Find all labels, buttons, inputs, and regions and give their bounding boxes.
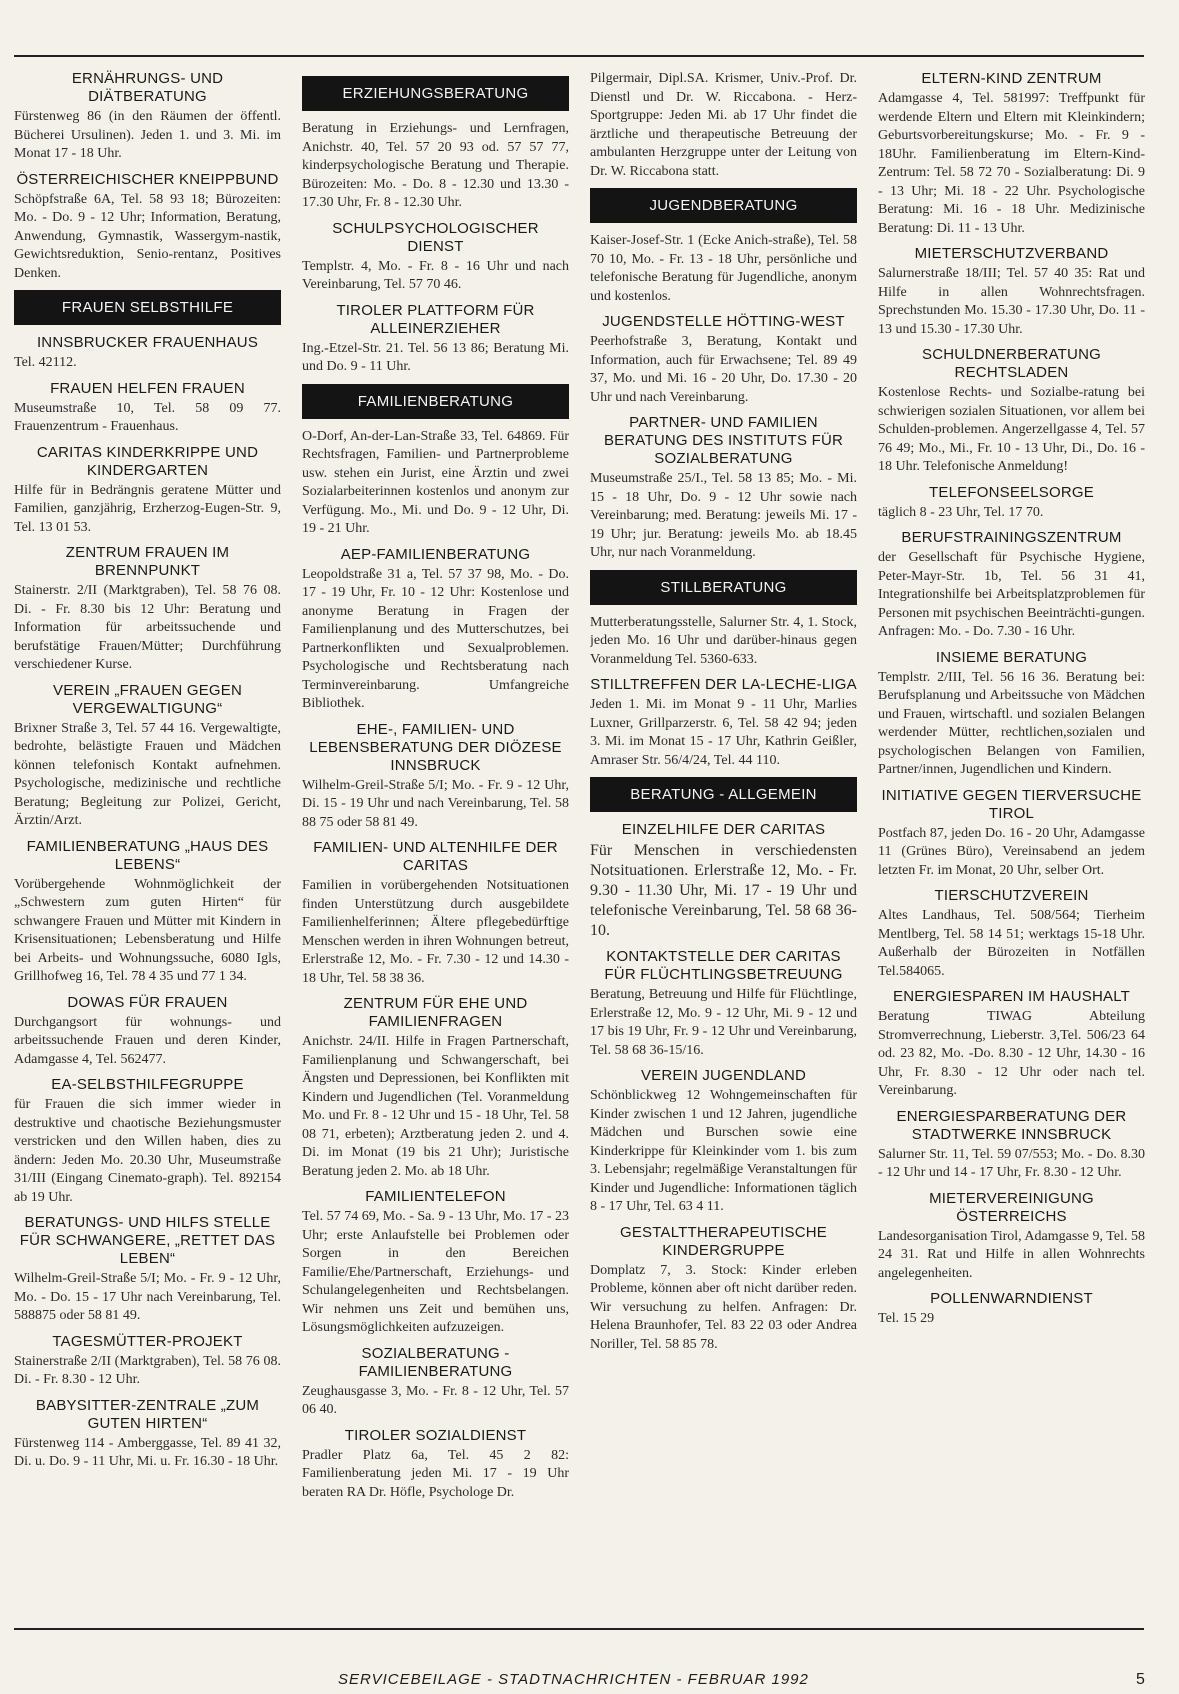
entry-text: Pilgermair, Dipl.SA. Krismer, Univ.-Prof. Dr. Dienstl und Dr. W. Riccabona. - Herz-Sportgruppe: Jeden Mi. ab 17 Uhr findet die ärztliche und therapeutische Betreuung der ambulanten Herzgruppe unter der Leitung von Dr. W. Riccabona statt. <box>590 71 857 179</box>
entry-text: Hilfe für in Bedrängnis geratene Mütter und Familien, ganzjährig, Erzherzog-Eugen-Str. 9, Tel. 13 01 53. <box>14 482 281 535</box>
entry-text: Leopoldstraße 31 a, Tel. 57 37 98, Mo. - Do. 17 - 19 Uhr, Fr. 10 - 12 Uhr: Kostenlose und anonyme Beratung in Fragen der Familienplanung und des Mutterschutzes, bei Partnerkonflikten und Sexualproblemen. Psychologische und Rechtsberatung nach Terminvereinbarung. Umfangreiche Bibliothek. <box>302 566 569 711</box>
entry-heading: STILLTREFFEN DER LA-LECHE-LIGA <box>590 676 857 693</box>
entry-text: Beratung TIWAG Abteilung Stromverrechnung, Lieberstr. 3,Tel. 506/23 64 od. 23 82, Mo. -Do. 8.30 - 12 Uhr, 14.30 - 16 Uhr, Fr. 8.30 - 12 Uhr oder nach tel. Vereinbarung. <box>878 1009 1145 1098</box>
entry-heading: BERATUNGS- UND HILFS STELLE FÜR SCHWANGERE, „RETTET DAS LEBEN“ <box>19 1214 276 1267</box>
entry-text: Tel. 15 29 <box>878 1311 935 1326</box>
entry-text: Ing.-Etzel-Str. 21. Tel. 56 13 86; Beratung Mi. und Do. 9 - 11 Uhr. <box>302 340 569 374</box>
entry-tierversuche <box>878 787 1145 881</box>
column-1 <box>14 70 281 1620</box>
entry-kneippbund <box>14 171 281 284</box>
entry-tierschutzverein <box>878 887 1145 981</box>
entry-text: Fürstenweg 114 - Amberggasse, Tel. 89 41 32, Di. u. Do. 9 - 11 Uhr, Mi. u. Fr. 16.30 - 18 Uhr. <box>14 1435 281 1469</box>
column-2 <box>302 70 569 1620</box>
entry-dioezese-beratung <box>302 721 569 833</box>
entry-familientelefon <box>302 1188 569 1338</box>
entry-text: Wilhelm-Greil-Straße 5/I; Mo. - Fr. 9 - 12 Uhr, Di. 15 - 19 Uhr und nach Vereinbarung, Tel. 58 88 75 oder 58 81 49. <box>302 777 569 830</box>
entry-text: Beratung, Betreuung und Hilfe für Flüchtlinge, Erlerstraße 12, Mo. 9 - 12 Uhr, Mi. 9 - 12 und 17 bis 19 Uhr, Fr. 9 - 12 Uhr und Vereinbarung, Tel. 58 68 36-15/16. <box>590 987 857 1058</box>
entry-heading: TIERSCHUTZVEREIN <box>934 887 1089 904</box>
column-4 <box>878 70 1145 1620</box>
entry-heading: FRAUEN HELFEN FRAUEN <box>50 379 245 397</box>
entry-heading: AEP-FAMILIENBERATUNG <box>340 545 531 563</box>
entry-heading: KONTAKTSTELLE DER CARITAS FÜR FLÜCHTLINGSBETREUUNG <box>604 948 843 983</box>
entry-heading: ENERGIESPAREN IM HAUSHALT <box>893 988 1130 1005</box>
entry-energiesparen <box>878 988 1145 1101</box>
entry-frauen-helfen-frauen <box>14 380 281 437</box>
entry-text: Templstr. 2/III, Tel. 56 16 36. Beratung bei: Berufsplanung und Arbeitssuche von Mädchen und Frauen, wirtschaftl. und sozialen Belangen werdender Mütter, rechtlichen,sozialen und psychologischen Belangen von Familien, Partner/innen, Jugendlichen und Kindern. <box>878 669 1145 777</box>
entry-heading: INITIATIVE GEGEN TIERVERSUCHE TIROL <box>881 786 1142 822</box>
footer-title: SERVICEBEILAGE - STADTNACHRICHTEN - FEBRUAR 1992 <box>338 1671 809 1688</box>
entry-einzelhilfe-caritas <box>590 821 857 941</box>
entry-mutterberatungsstelle <box>590 614 857 670</box>
section-bar-stillberatung: STILLBERATUNG <box>590 570 857 605</box>
entry-text: Adamgasse 4, Tel. 581997: Treffpunkt für werdende Eltern und Eltern mit Kleinkindern; Geburtsvorbereitungskurse; Mo. - Fr. 9 - 18Uhr. Familienberatung im Eltern-Kind-Zentrum: Tel. 58 72 70 - Sozialberatung: Di. 9 - 13 Uhr; Mi. 18 - 22 Uhr. Psychologische Beratung: Mi. 16 - 18 Uhr. Medizinische Beratung: Di. 11 - 13 Uhr. <box>878 91 1145 236</box>
entry-text: Tel. 57 74 69, Mo. - Sa. 9 - 13 Uhr, Mo. 17 - 23 Uhr; erste Anlaufstelle bei Problemen oder Sorgen in den Bereichen Familie/Ehe/Partnerschaft, Erziehungs- und Schulangelegenheiten und Rechtsbelangen. Wir nehmen uns Zeit und bemühen uns, Lösungsmöglichkeiten aufzuzeigen. <box>302 1209 569 1335</box>
section-bar-jugendberatung: JUGENDBERATUNG <box>590 188 857 223</box>
entry-babysitter-zentrale <box>14 1397 281 1472</box>
entry-text: Museumstraße 10, Tel. 58 09 77. Frauenzentrum - Frauenhaus. <box>14 400 281 434</box>
entry-heading: VEREIN „FRAUEN GEGEN VERGEWALTIGUNG“ <box>52 681 243 717</box>
entry-text: Brixner Straße 3, Tel. 57 44 16. Vergewaltigte, bedrohte, belästigte Frauen und Mädchen können telefonisch Kontakt aufnehmen. Psychologische, medizinische und rechtliche Beratung; Begleitung zur Polizei, Gericht, Ärztin/Arzt. <box>14 720 281 828</box>
entry-caritas-altenhilfe <box>302 839 569 988</box>
entry-text: Tel. 42112. <box>14 355 77 370</box>
entry-heading: ELTERN-KIND ZENTRUM <box>921 70 1102 87</box>
top-rule <box>14 55 1144 57</box>
entry-text: Durchgangsort für wohnungs- und arbeitssuchende Frauen und deren Kinder, Adamgasse 4, Tel. 562477. <box>14 1014 281 1067</box>
entry-text: Schönblickweg 12 Wohngemeinschaften für Kinder zwischen 1 und 12 Jahren, jugendliche Mädchen und Burschen sowie eine Kinderkrippe für Kleinkinder vom 1. bis zum 3. Lebensjahr; regelmäßige Veranstaltungen für Kinder und Jugendliche: Informationen täglich 8 - 17 Uhr, Tel. 63 4 11. <box>590 1088 857 1214</box>
entry-text: Templstr. 4, Mo. - Fr. 8 - 16 Uhr und nach Vereinbarung, Tel. 57 70 46. <box>302 258 569 292</box>
entry-text: O-Dorf, An-der-Lan-Straße 33, Tel. 64869. Für Rechtsfragen, Familien- und Partnerprobleme usw. stehen ein Jurist, eine Ärztin und zwei Sozialarbeiterinnen kostenlos und anonym zur Verfügung. Mo., Mi. und Do. 9 - 12 Uhr, Di. 19 - 21 Uhr. <box>302 428 569 536</box>
entry-heading: INSIEME BERATUNG <box>935 648 1088 666</box>
entry-pollenwarndienst <box>878 1290 1145 1329</box>
entry-heading: ERNÄHRUNGS- UND DIÄTBERATUNG <box>71 70 224 105</box>
entry-telefonseelsorge <box>878 484 1145 523</box>
entry-text: für Frauen die sich immer wieder in destruktive und chaotische Beziehungsmuster verstricken und den Willen haben, dies zu ändern: Jeden Mo. 20.30 Uhr, Museumstraße 31/III (Eingang Cinemato-graph). Tel. 892154 ab 19 Uhr. <box>14 1097 281 1205</box>
entry-text: Domplatz 7, 3. Stock: Kinder erleben Probleme, können aber oft nicht darüber reden. Wir versuchung zu helfen. Anfragen: Dr. Helena Braunhofer, Tel. 83 22 03 oder Andrea Noriller, Tel. 58 85 78. <box>590 1262 857 1352</box>
entry-heading: MIETERVEREINIGUNG ÖSTERREICHS <box>929 1189 1094 1225</box>
entry-text: Landesorganisation Tirol, Adamgasse 9, Tel. 58 24 31. Rat und Hilfe in allen Wohnrechts angelegenheiten. <box>878 1228 1145 1281</box>
entry-aep-familienberatung <box>302 546 569 714</box>
entry-jugendstelle-hoetting <box>590 313 857 407</box>
entry-berufstrainingszentrum <box>878 529 1145 642</box>
entry-heading: TIROLER SOZIALDIENST <box>344 1426 527 1444</box>
entry-heading: MIETERSCHUTZVERBAND <box>914 245 1109 262</box>
entry-fluechtlingsbetreuung <box>590 948 857 1060</box>
entry-text: Salurnerstraße 18/III; Tel. 57 40 35: Rat und Hilfe in allen Wohnrechtsfragen. Sprechstunden Mo. 15.30 - 17.30 Uhr, Do. 11 - 13 und 15.30 - 17.30 Uhr. <box>878 266 1145 337</box>
entry-insieme-beratung <box>878 649 1145 780</box>
entry-text: täglich 8 - 23 Uhr, Tel. 17 70. <box>878 504 1044 520</box>
entry-frauen-im-brennpunkt <box>14 544 281 675</box>
entry-heading: FAMILIENBERATUNG „HAUS DES LEBENS“ <box>26 837 269 873</box>
entry-ea-selbsthilfegruppe <box>14 1076 281 1207</box>
entry-text: Pradler Platz 6a, Tel. 45 2 82: Familienberatung jeden Mi. 17 - 19 Uhr beraten RA Dr. Höfle, Psychologe Dr. <box>302 1447 569 1500</box>
entry-text: Beratung in Erziehungs- und Lernfragen, Anichstr. 40, Tel. 57 20 93 od. 57 57 77, kinderpsychologische Beratung und Therapie. Bürozeiten: Mo. - Do. 8 - 12.30 und 13.30 - 17.30 Uhr, Fr. 8 - 12.30 Uhr. <box>302 121 569 210</box>
entry-la-leche-liga <box>590 676 857 770</box>
entry-text: der Gesellschaft für Psychische Hygiene, Peter-Mayr-Str. 1b, Tel. 56 31 41, Integrationshilfe bei Arbeitsplatzproblemen für Personen mit psychischen Beeinträchti-gungen. Anfragen: Mo. - Do. 7.30 - 16 Uhr. <box>878 550 1145 639</box>
entry-heading: EHE-, FAMILIEN- UND LEBENSBERATUNG DER DIÖZESE INNSBRUCK <box>309 720 562 774</box>
entry-heading: ENERGIESPARBERATUNG DER STADTWERKE INNSBRUCK <box>896 1107 1127 1143</box>
entry-heading: GESTALTTHERAPEUTISCHE KINDERGRUPPE <box>619 1223 827 1259</box>
entry-heading: BABYSITTER-ZENTRALE „ZUM GUTEN HIRTEN“ <box>35 1396 260 1432</box>
entry-text: Stainerstraße 2/II (Marktgraben), Tel. 58 76 08. Di. - Fr. 8.30 - 12 Uhr. <box>14 1353 281 1387</box>
entry-heading: SCHULDNERBERATUNG RECHTSLADEN <box>922 346 1101 381</box>
entry-heading: DOWAS FÜR FRAUEN <box>67 993 228 1011</box>
entry-sozialdienst-continued <box>590 70 857 181</box>
entry-caritas-kinderkrippe <box>14 444 281 538</box>
entry-frauen-gegen-vergewaltigung <box>14 682 281 831</box>
entry-mietervereinigung <box>878 1190 1145 1284</box>
entry-heading: TIROLER PLATTFORM FÜR ALLEINERZIEHER <box>336 301 535 337</box>
entry-heading: ÖSTERREICHISCHER KNEIPPBUND <box>16 170 279 188</box>
entry-rettet-das-leben <box>14 1214 281 1326</box>
entry-text: Stainerstr. 2/II (Marktgraben), Tel. 58 76 08. Di. - Fr. 8.30 bis 12 Uhr: Beratung und Information für arbeitssuchende und berufstätige Frauen/Mütter; Durchführung verschiedener Kurse. <box>14 583 281 672</box>
entry-familienberatung-odorf <box>302 428 569 539</box>
entry-text: Fürstenweg 86 (in den Räumen der öffentl. Bücherei Ursulinen). Jeden 1. und 3. Mi. im Monat 17 - 18 Uhr. <box>14 109 281 161</box>
entry-frauenhaus <box>14 334 281 373</box>
entry-heading: FAMILIEN- UND ALTENHILFE DER CARITAS <box>313 839 558 874</box>
section-bar-erziehungsberatung: ERZIEHUNGSBERATUNG <box>302 76 569 111</box>
entry-verein-jugendland <box>590 1067 857 1217</box>
entry-schulpsychologischer-dienst <box>302 220 569 295</box>
entry-energiesparberatung <box>878 1108 1145 1183</box>
section-bar-beratung-allgemein: BERATUNG - ALLGEMEIN <box>590 777 857 812</box>
column-3 <box>590 70 857 1620</box>
entry-tagesmuetter <box>14 1333 281 1390</box>
entry-text: Mutterberatungsstelle, Salurner Str. 4, 1. Stock, jeden Mo. 16 Uhr und darüber-hinaus gegen Voranmeldung Tel. 5360-633. <box>590 614 857 667</box>
entry-heading: JUGENDSTELLE HÖTTING-WEST <box>602 313 845 330</box>
page-footer <box>0 1671 1179 1693</box>
entry-heading: ZENTRUM FÜR EHE UND FAMILIENFRAGEN <box>343 995 528 1030</box>
entry-ernaehrungsberatung <box>14 70 281 164</box>
entry-heading: CARITAS KINDERKRIPPE UND KINDERGARTEN <box>36 443 259 479</box>
columns <box>14 70 1145 1620</box>
entry-heading: POLLENWARNDIENST <box>930 1290 1093 1307</box>
entry-heading: EA-SELBSTHILFEGRUPPE <box>51 1076 244 1093</box>
entry-text: Museumstraße 25/I., Tel. 58 13 85; Mo. - Mi. 15 - 18 Uhr, Do. 9 - 12 Uhr sowie nach Vereinbarung; med. Beratung: jeweils Mi. 17 - 19 Uhr; jur. Beratung: jeweils Mo. ab 18.45 Uhr, nur nach Voranmeldung. <box>590 471 857 560</box>
entry-text: Für Menschen in verschiedensten Notsituationen. Erlerstraße 12, Mo. - Fr. 9.30 - 11.30 Uhr, Mi. 17 - 19 Uhr und telefonische Vereinbarung, Tel. 58 68 36-10. <box>590 842 857 939</box>
page-number: 5 <box>1136 1671 1146 1688</box>
entry-text: Anichstr. 24/II. Hilfe in Fragen Partnerschaft, Familienplanung und Schwangerschaft, bei Ängsten und Depressionen, bei Konflikten mit Kindern und Jugendlichen (Tel. Voranmeldung Mo. und Fr. 8 - 12 Uhr und 15 - 18 Uhr, Tel. 58 08 71, erbeten); Arztberatung jeden 2. und 4. Di. im Monat (19 bis 21 Uhr); Juristische Beratung jeden 2. Mo. ab 18 Uhr. <box>302 1034 569 1179</box>
entry-text: Zeughausgasse 3, Mo. - Fr. 8 - 12 Uhr, Tel. 57 06 40. <box>302 1383 569 1417</box>
entry-text: Altes Landhaus, Tel. 508/564; Tierheim Mentlberg, Tel. 58 14 51; werktags 15-18 Uhr. Außerhalb der Bürozeiten in Notfällen Tel.584065. <box>878 908 1145 979</box>
entry-heading: SOZIALBERATUNG - FAMILIENBERATUNG <box>358 1344 513 1380</box>
entry-text: Wilhelm-Greil-Straße 5/I; Mo. - Fr. 9 - 12 Uhr, Mo. - Do. 15 - 17 Uhr nach Vereinbarung, Tel. 588875 oder 58 81 49. <box>14 1271 281 1323</box>
entry-mieterschutzverband <box>878 245 1145 339</box>
entry-haus-des-lebens <box>14 838 281 987</box>
entry-alleinerzieher <box>302 302 569 377</box>
section-bar-frauen-selbsthilfe: FRAUEN SELBSTHILFE <box>14 290 281 325</box>
bottom-rule <box>14 1628 1144 1630</box>
entry-jugendberatung <box>590 232 857 306</box>
entry-heading: EINZELHILFE DER CARITAS <box>621 821 826 838</box>
entry-text: Jeden 1. Mi. im Monat 9 - 11 Uhr, Marlies Luxner, Grillparzerstr. 6, Tel. 58 42 94; jeden 3. Mi. im Monat 15 - 17 Uhr, Kathrin Geißler, Amraser Str. 56/4/24, Tel. 44 110. <box>590 697 857 768</box>
entry-text: Kostenlose Rechts- und Sozialbe-ratung bei schwierigen sozialen Situationen, vor allem bei Schulden-problemen. Angerzellgasse 4, Tel. 57 76 49; Mo., Mi., Fr. 10 - 13 Uhr, Di., Do. 16 - 18 Uhr. Telefonische Anmeldung! <box>878 385 1145 474</box>
entry-sozialberatung <box>302 1345 569 1420</box>
entry-erziehungsberatung <box>302 120 569 213</box>
entry-text: Peerhofstraße 3, Beratung, Kontakt und Information, auch für Erwachsene; Tel. 89 49 37, Mo. und Mi. 16 - 20 Uhr, Do. 17.30 - 20 Uhr und nach Vereinbarung. <box>590 334 857 405</box>
entry-text: Postfach 87, jeden Do. 16 - 20 Uhr, Adamgasse 11 (Grünes Büro), Vereinsabend an jedem letzten Fr. im Monat, 20 Uhr, selber Ort. <box>878 825 1145 878</box>
entry-heading: PARTNER- UND FAMILIEN BERATUNG DES INSTITUTS FÜR SOZIALBERATUNG <box>603 414 844 467</box>
entry-dowas <box>14 994 281 1070</box>
entry-heading: TAGESMÜTTER-PROJEKT <box>52 1332 243 1350</box>
entry-text: Schöpfstraße 6A, Tel. 58 93 18; Bürozeiten: Mo. - Do. 9 - 12 Uhr; Information, Beratung, Anwendung, Gymnastik, Wassergym-nastik, Gewichtsreduktion, Senio-rentanz, Positives Denken. <box>14 191 281 281</box>
entry-tiroler-sozialdienst <box>302 1427 569 1503</box>
section-bar-familienberatung: FAMILIENBERATUNG <box>302 384 569 419</box>
entry-gestalttherapie <box>590 1224 857 1355</box>
entry-ehe-familienfragen <box>302 995 569 1181</box>
entry-text: Familien in vorübergehenden Notsituationen finden Unterstützung durch ausgebildete Familienhelferinnen; Ältere pflegebedürftige Menschen werden in ihren Wohnungen betreut, Erlerstraße 12, Mo. - Fr. 7.30 - 12 und 14.30 - 18 Uhr, Tel. 58 38 36. <box>302 878 569 986</box>
entry-heading: FAMILIENTELEFON <box>365 1188 506 1205</box>
entry-heading: VEREIN JUGENDLAND <box>640 1067 807 1084</box>
entry-heading: TELEFONSEELSORGE <box>929 483 1094 501</box>
entry-heading: BERUFSTRAININGSZENTRUM <box>901 529 1122 546</box>
entry-heading: ZENTRUM FRAUEN IM BRENNPUNKT <box>65 544 230 579</box>
entry-institut-sozialberatung <box>590 414 857 563</box>
entry-text: Vorübergehende Wohnmöglichkeit der „Schwestern zum guten Hirten“ für schwangere Frauen und Mütter mit Kindern in Krisensituationen; Lebensberatung und Hilfe bei Arbeits- und Wohnungssuche, 6080 Igls, Grillhofweg 16, Tel. 78 4 35 und 77 1 34. <box>14 876 281 984</box>
entry-text: Salurner Str. 11, Tel. 59 07/553; Mo. - Do. 8.30 - 12 Uhr und 14 - 17 Uhr, Fr. 8.30 - 12 Uhr. <box>878 1146 1145 1180</box>
entry-heading: INNSBRUCKER FRAUENHAUS <box>36 334 259 351</box>
entry-heading: SCHULPSYCHOLOGISCHER DIENST <box>332 219 539 255</box>
entry-schuldnerberatung <box>878 346 1145 477</box>
entry-eltern-kind-zentrum <box>878 70 1145 238</box>
entry-text: Kaiser-Josef-Str. 1 (Ecke Anich-straße), Tel. 58 70 10, Mo. - Fr. 13 - 18 Uhr, persönliche und telefonische Beratung für Jugendliche, anonym und kostenlos. <box>590 233 857 304</box>
